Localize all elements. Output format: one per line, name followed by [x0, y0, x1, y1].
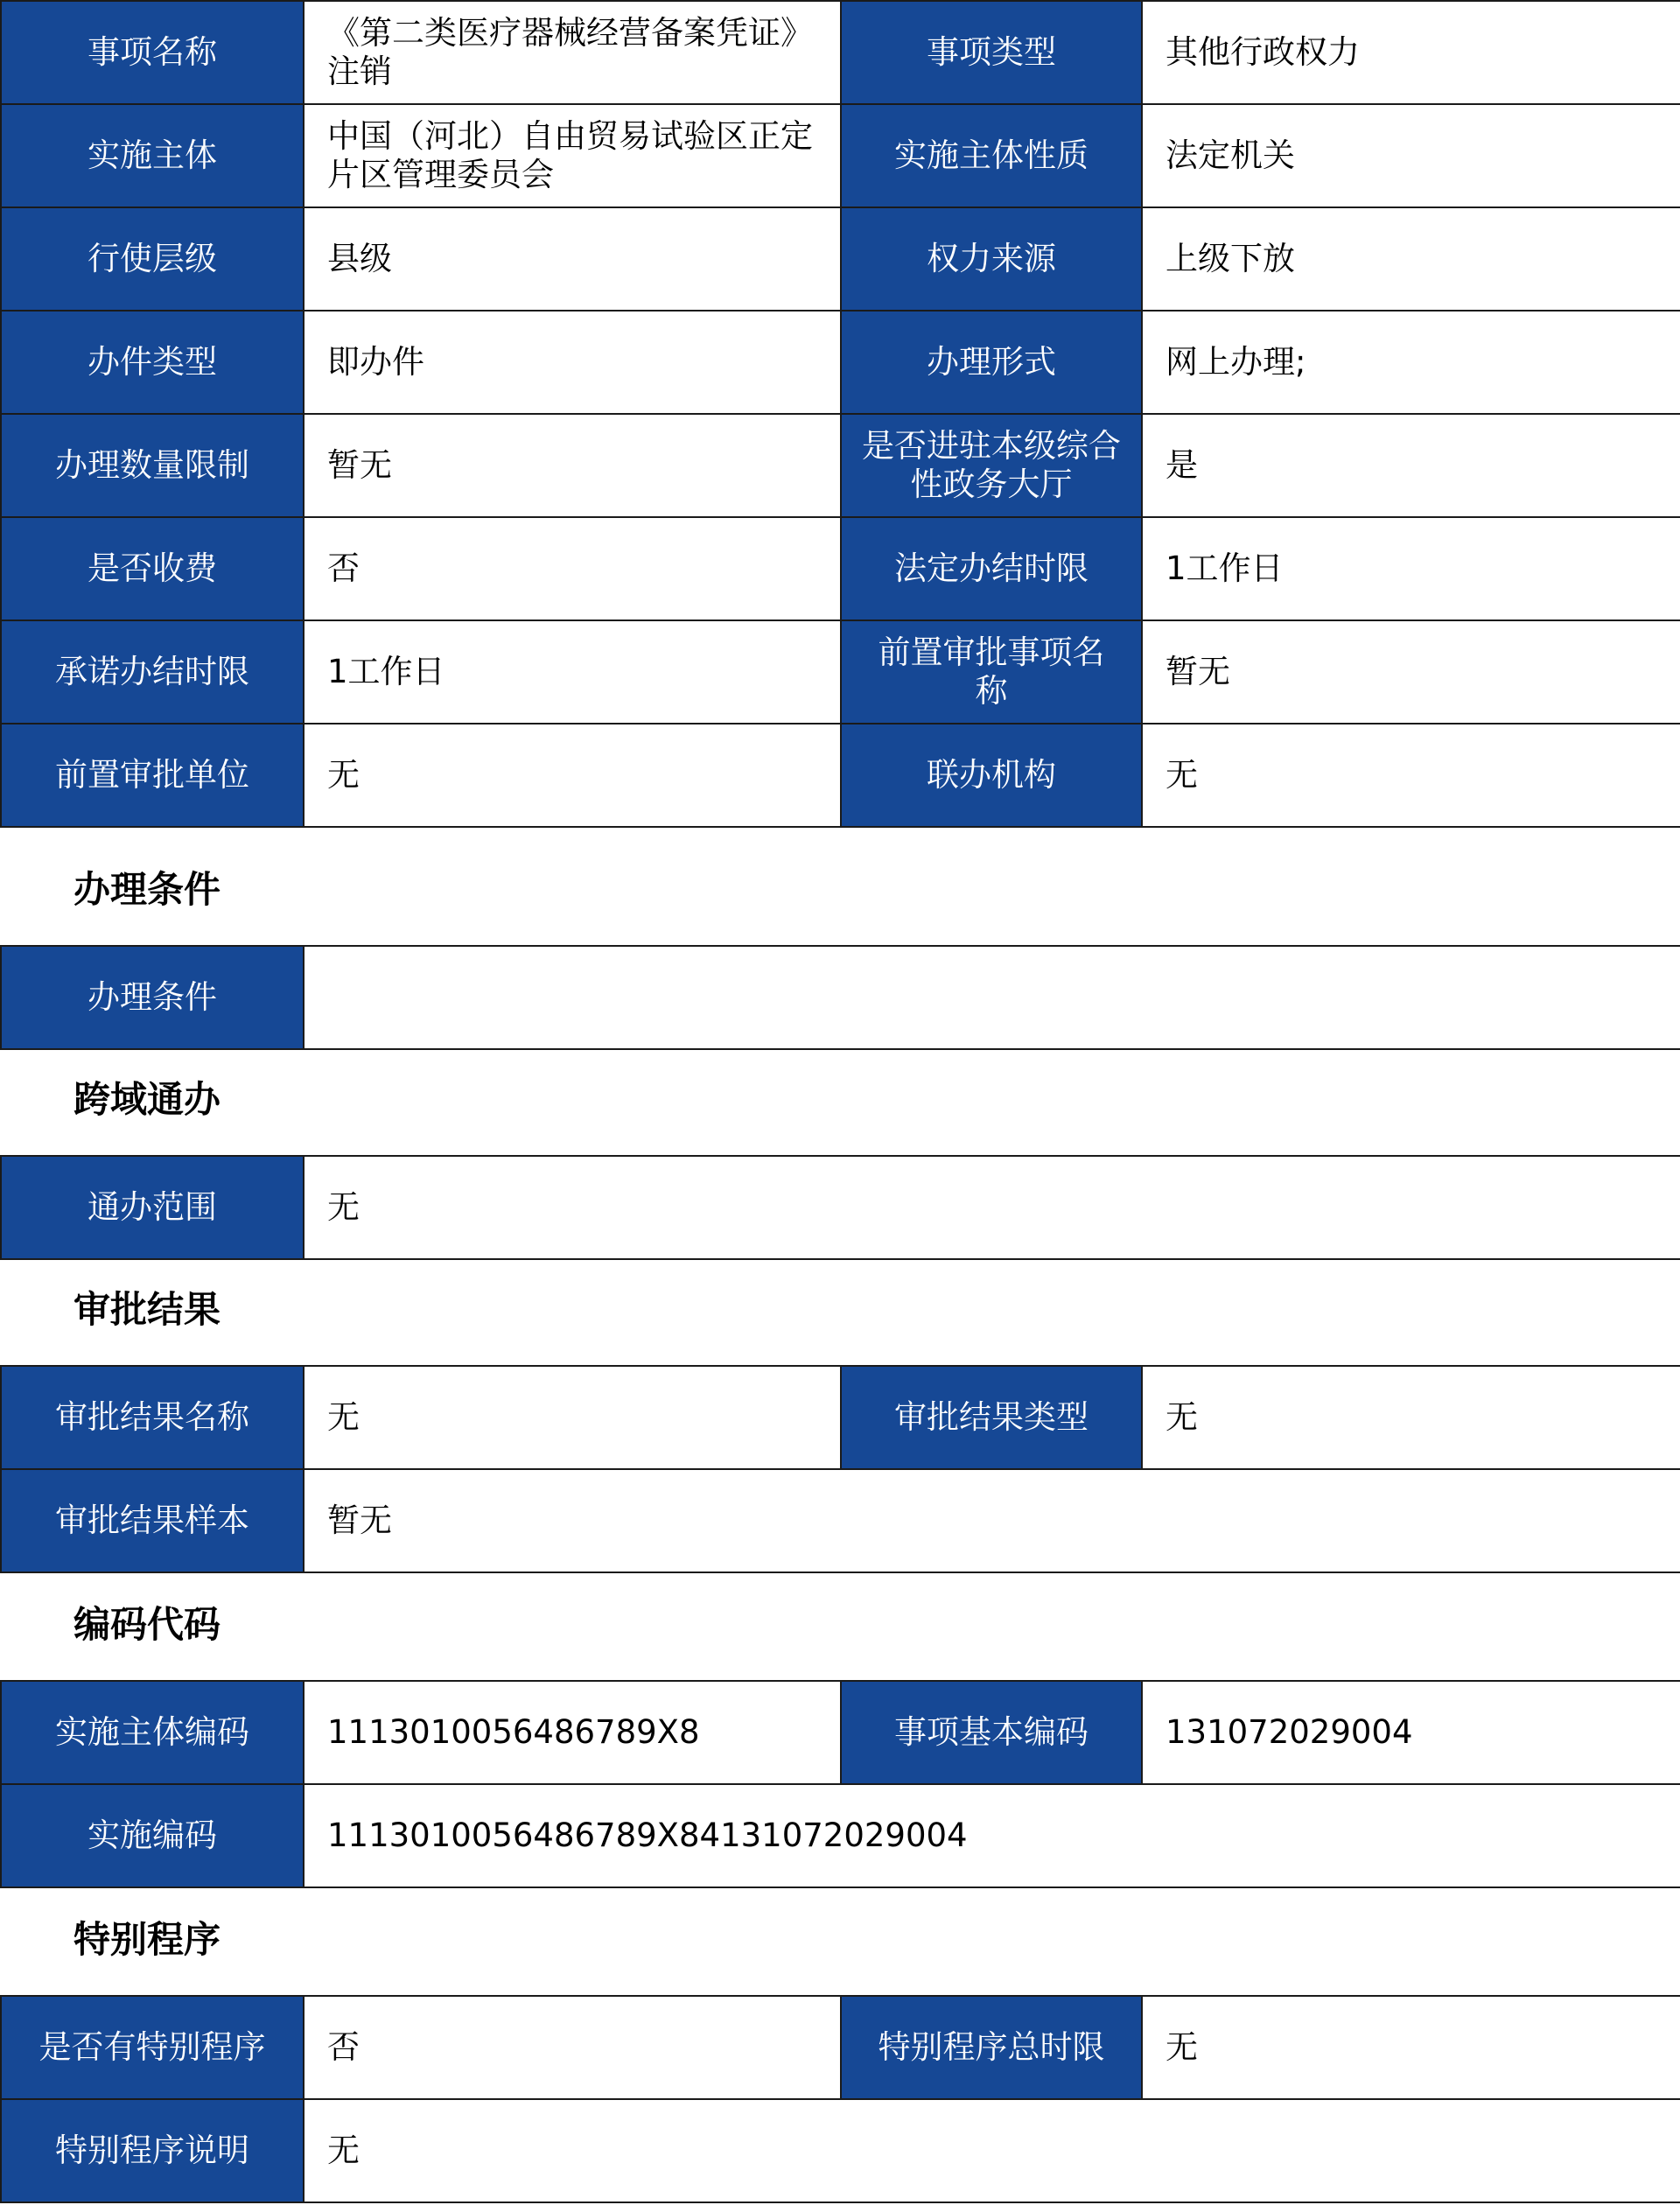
- implementing-body-nature-value: 法定机关: [1142, 104, 1680, 207]
- cross-region-scope-label: 通办范围: [1, 1156, 304, 1259]
- table-row: [1, 1156, 1680, 1259]
- promised-time-limit-label: 承诺办结时限: [1, 620, 304, 724]
- prior-approval-unit-label: 前置审批单位: [1, 724, 304, 827]
- in-service-hall-label: 是否进驻本级综合性政务大厅: [841, 414, 1142, 517]
- in-service-hall-value: 是: [1142, 414, 1680, 517]
- table-row: [1, 1, 1680, 104]
- joint-agency-label: 联办机构: [841, 724, 1142, 827]
- prior-approval-unit-value: 无: [304, 724, 841, 827]
- has-special-label: 是否有特别程序: [1, 1996, 304, 2099]
- exercise-level-label: 行使层级: [1, 207, 304, 311]
- power-source-value: 上级下放: [1142, 207, 1680, 311]
- table-row: [1, 207, 1680, 311]
- cross-region-scope-value: 无: [304, 1156, 1680, 1259]
- table-row: [1, 1469, 1680, 1572]
- legal-time-limit-value: 1工作日: [1142, 517, 1680, 620]
- result-type-value: 无: [1142, 1366, 1680, 1469]
- promised-time-limit-value: 1工作日: [304, 620, 841, 724]
- impl-code-label: 实施编码: [1, 1784, 304, 1887]
- special-section-title: 特别程序: [74, 1918, 221, 1961]
- basic-info-table: [0, 0, 1680, 828]
- implementing-body-label: 实施主体: [1, 104, 304, 207]
- special-desc-value: 无: [304, 2099, 1680, 2202]
- codes-section-title: 编码代码: [74, 1603, 221, 1646]
- result-name-label: 审批结果名称: [1, 1366, 304, 1469]
- power-source-label: 权力来源: [841, 207, 1142, 311]
- implementing-body-nature-label: 实施主体性质: [841, 104, 1142, 207]
- conditions-value: [304, 946, 1680, 1049]
- joint-agency-value: 无: [1142, 724, 1680, 827]
- handling-form-label: 办理形式: [841, 311, 1142, 414]
- charge-value: 否: [304, 517, 841, 620]
- table-row: [1, 724, 1680, 827]
- handling-form-value: 网上办理;: [1142, 311, 1680, 414]
- result-name-value: 无: [304, 1366, 841, 1469]
- result-sample-label: 审批结果样本: [1, 1469, 304, 1572]
- conditions-section-title: 办理条件: [74, 868, 221, 911]
- prior-approval-item-value: 暂无: [1142, 620, 1680, 724]
- case-type-value: 即办件: [304, 311, 841, 414]
- table-row: [1, 104, 1680, 207]
- result-section-title: 审批结果: [74, 1288, 221, 1331]
- quantity-limit-value: 暂无: [304, 414, 841, 517]
- result-table: [0, 1365, 1680, 1573]
- table-row: [1, 2099, 1680, 2202]
- has-special-value: 否: [304, 1996, 841, 2099]
- special-limit-label: 特别程序总时限: [841, 1996, 1142, 2099]
- charge-label: 是否收费: [1, 517, 304, 620]
- case-type-label: 办件类型: [1, 311, 304, 414]
- table-row: [1, 620, 1680, 724]
- basic-code-value: 131072029004: [1142, 1681, 1680, 1784]
- conditions-label: 办理条件: [1, 946, 304, 1049]
- implementing-body-value: 中国（河北）自由贸易试验区正定片区管理委员会: [304, 104, 841, 207]
- table-row: [1, 1996, 1680, 2099]
- table-row: [1, 1366, 1680, 1469]
- table-row: [1, 517, 1680, 620]
- table-row: [1, 1784, 1680, 1887]
- legal-time-limit-label: 法定办结时限: [841, 517, 1142, 620]
- exercise-level-value: 县级: [304, 207, 841, 311]
- cross-region-table: [0, 1155, 1680, 1260]
- table-row: [1, 414, 1680, 517]
- cross-region-section-title: 跨域通办: [74, 1078, 221, 1121]
- item-type-value: 其他行政权力: [1142, 1, 1680, 104]
- subject-code-label: 实施主体编码: [1, 1681, 304, 1784]
- special-table: [0, 1995, 1680, 2203]
- item-type-label: 事项类型: [841, 1, 1142, 104]
- quantity-limit-label: 办理数量限制: [1, 414, 304, 517]
- result-sample-value: 暂无: [304, 1469, 1680, 1572]
- impl-code-value: 1113010056486789X84131072029004: [304, 1784, 1680, 1887]
- prior-approval-item-label: 前置审批事项名称: [841, 620, 1142, 724]
- conditions-table: [0, 945, 1680, 1050]
- item-name-label: 事项名称: [1, 1, 304, 104]
- table-row: [1, 946, 1680, 1049]
- table-row: [1, 1681, 1680, 1784]
- special-limit-value: 无: [1142, 1996, 1680, 2099]
- result-type-label: 审批结果类型: [841, 1366, 1142, 1469]
- basic-code-label: 事项基本编码: [841, 1681, 1142, 1784]
- table-row: [1, 311, 1680, 414]
- codes-table: [0, 1680, 1680, 1888]
- item-name-value: 《第二类医疗器械经营备案凭证》注销: [304, 1, 841, 104]
- special-desc-label: 特别程序说明: [1, 2099, 304, 2202]
- subject-code-value: 1113010056486789X8: [304, 1681, 841, 1784]
